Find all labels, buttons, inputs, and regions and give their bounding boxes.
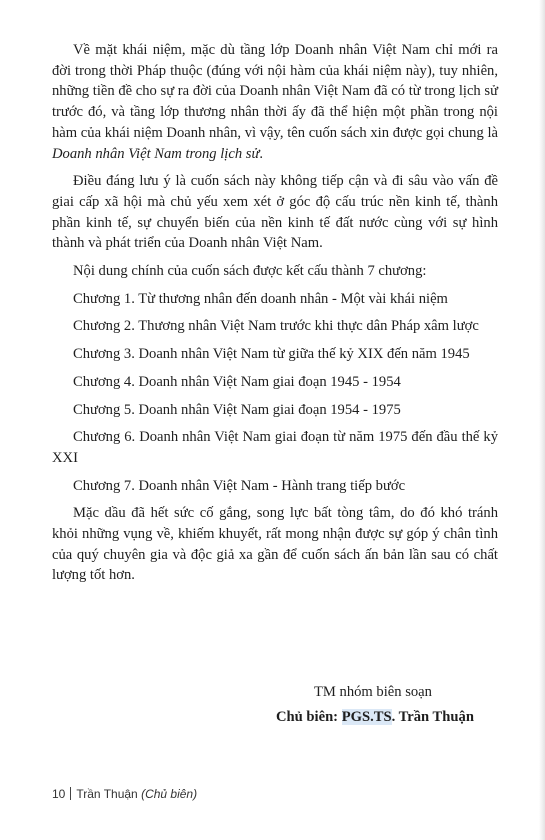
paragraph-intro-end: . bbox=[259, 145, 264, 162]
signature-editor bbox=[52, 709, 498, 726]
footer-role: (Chủ biên) bbox=[141, 787, 198, 801]
page-number: 10 bbox=[52, 787, 66, 801]
book-title-italic: Doanh nhân Việt Nam trong lịch sử bbox=[52, 145, 260, 162]
footer-author: Trần Thuận bbox=[76, 787, 138, 801]
page-footer bbox=[52, 787, 197, 801]
chapter-item-5: Chương 5. Doanh nhân Việt Nam giai đoạn 1954 - 1975 bbox=[73, 401, 401, 418]
chapter-item-2: Chương 2. Thương nhân Việt Nam trước khi thực dân Pháp xâm lược bbox=[73, 318, 479, 335]
signature-name: . Trần Thuận bbox=[391, 709, 474, 725]
chapter-item-4: Chương 4. Doanh nhân Việt Nam giai đoạn 1945 - 1954 bbox=[73, 373, 401, 390]
paragraph-note: Điều đáng lưu ý là cuốn sách này không tiếp cận và đi sâu vào vấn đề giai cấp xã hội mà chủ yếu xem xét ở góc độ cấu trúc nền kinh tế, thành phần kinh tế, sự chuyển biến của nền kinh tế đất nước cùng với sự hình thành và phát triển của Doanh nhân Việt Nam. bbox=[52, 173, 498, 252]
highlighted-title[interactable]: PGS.TS bbox=[341, 709, 392, 725]
signature-prefix: Chủ biên: bbox=[276, 709, 342, 725]
paragraph-intro bbox=[52, 40, 498, 164]
chapter-item-3: Chương 3. Doanh nhân Việt Nam từ giữa thế kỷ XIX đến năm 1945 bbox=[73, 346, 470, 363]
chapter-item-1: Chương 1. Từ thương nhân đến doanh nhân - Một vài khái niệm bbox=[73, 290, 448, 307]
signature-group: TM nhóm biên soạn bbox=[314, 684, 432, 700]
paragraph-structure: Nội dung chính của cuốn sách được kết cấu thành 7 chương: bbox=[73, 263, 427, 280]
chapter-item-6: Chương 6. Doanh nhân Việt Nam giai đoạn từ năm 1975 đến đầu thế kỷ XXI bbox=[52, 429, 498, 466]
page-edge-shadow bbox=[539, 0, 545, 840]
page-body bbox=[52, 40, 498, 586]
footer-divider bbox=[70, 787, 71, 800]
paragraph-closing: Mặc dầu đã hết sức cố gắng, song lực bất tòng tâm, do đó khó tránh khỏi những vụng về, khiếm khuyết, rất mong nhận được sự góp ý chân tình của quý chuyên gia và độc giả xa gần để cuốn sách ấn bản lần sau có chất lượng tốt hơn. bbox=[52, 505, 498, 584]
chapter-item-7: Chương 7. Doanh nhân Việt Nam - Hành trang tiếp bước bbox=[73, 477, 406, 494]
paragraph-intro-text: Về mặt khái niệm, mặc dù tầng lớp Doanh nhân Việt Nam chỉ mới ra đời trong thời Pháp thuộc (đúng với nội hàm của khái niệm này), tuy nhiên, những tiền đề cho sự ra đời của Doanh nhân Việt Nam đã có từ trong lịch sử trước đó, và tầng lớp thương nhân thời ấy đã thể hiện một phần trong nội hàm của khái niệm Doanh nhân, vì vậy, tên cuốn sách xin được gọi chung là bbox=[52, 42, 498, 141]
